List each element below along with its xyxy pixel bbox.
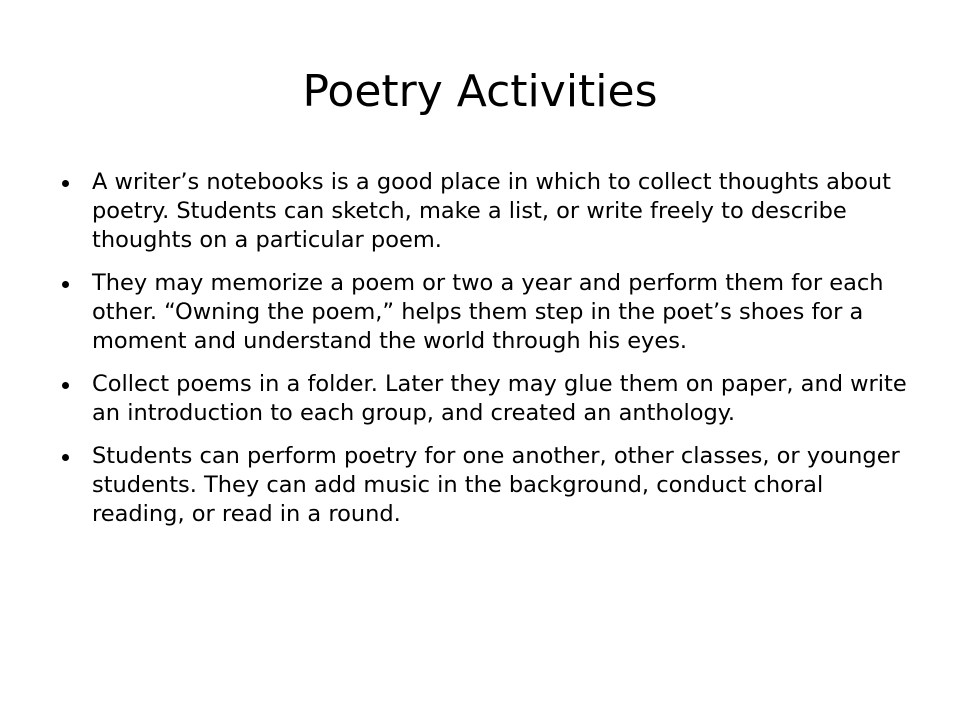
bullet-dot-icon (62, 180, 69, 187)
bullet-text: A writer’s notebooks is a good place in which to collect thoughts about poetry. Students can sketch, make a list, or write freely to describe thoughts on a particular poem. (92, 169, 891, 253)
bullet-item (62, 269, 922, 356)
bullet-dot-icon (62, 382, 69, 389)
bullet-item (62, 442, 922, 529)
bullet-text: They may memorize a poem or two a year and perform them for each other. “Owning the poem,” helps them step in the poet’s shoes for a moment and understand the world through his eyes. (92, 270, 884, 354)
bullet-item (62, 168, 922, 255)
bullet-dot-icon (62, 454, 69, 461)
bullet-item (62, 370, 922, 428)
bullet-text: Collect poems in a folder. Later they may glue them on paper, and write an introduction to each group, and created an anthology. (92, 371, 907, 426)
bullet-text: Students can perform poetry for one another, other classes, or younger students. They can add music in the background, conduct choral reading, or read in a round. (92, 443, 900, 527)
bullet-dot-icon (62, 281, 69, 288)
slide-title: Poetry Activities (302, 66, 658, 117)
bullet-list (62, 168, 922, 543)
